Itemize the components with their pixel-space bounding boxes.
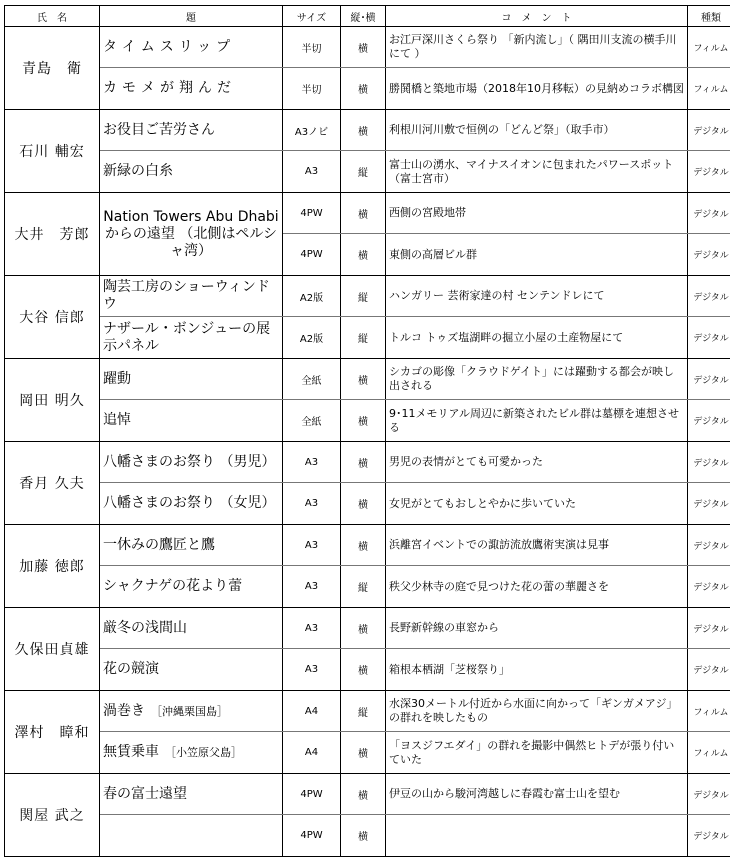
work-size: 4PW: [283, 815, 341, 857]
header-row: [5, 6, 730, 27]
table-row: [5, 317, 730, 359]
work-comment: トルコ トゥズ塩湖畔の掘立小屋の土産物屋にて: [386, 317, 688, 359]
work-orientation: 横: [341, 732, 386, 774]
work-size: 4PW: [283, 234, 341, 276]
work-comment: 男児の表情がとても可愛かった: [386, 442, 688, 483]
work-size: A3ノビ: [283, 110, 341, 151]
table-row: [5, 483, 730, 525]
author-name: 加藤 徳郎: [5, 525, 100, 608]
work-comment: 9･11メモリアル周辺に新築されたビル群は墓標を連想させる: [386, 400, 688, 442]
work-comment: 勝鬨橋と築地市場（2018年10月移転）の見納めコラボ構図: [386, 68, 688, 110]
work-comment: お江戸深川さくら祭り 「新内流し」（ 隅田川支流の横手川にて ）: [386, 27, 688, 68]
work-comment: 利根川河川敷で恒例の「どんど祭」（取手市）: [386, 110, 688, 151]
work-title: 渦巻き: [103, 702, 145, 719]
work-kind: デジタル: [688, 234, 730, 276]
work-orientation: 横: [341, 774, 386, 815]
work-kind: デジタル: [688, 151, 730, 193]
work-size: A4: [283, 691, 341, 732]
table-row: [5, 193, 730, 234]
table-row: [5, 400, 730, 442]
work-kind: デジタル: [688, 525, 730, 566]
work-orientation: 縦: [341, 566, 386, 608]
header-kind: 種類: [688, 6, 730, 27]
work-size: A2版: [283, 276, 341, 317]
work-comment: [386, 815, 688, 857]
work-title: 躍動: [100, 359, 283, 400]
work-kind: フィルム: [688, 68, 730, 110]
author-name: 久保田貞雄: [5, 608, 100, 691]
table-row: [5, 359, 730, 400]
work-kind: デジタル: [688, 483, 730, 525]
work-kind: デジタル: [688, 193, 730, 234]
table-row: [5, 68, 730, 110]
work-comment: 秩父少林寺の庭で見つけた花の蕾の華麗さを: [386, 566, 688, 608]
work-orientation: 横: [341, 649, 386, 691]
work-orientation: 横: [341, 525, 386, 566]
work-title: 八幡さまのお祭り （女児）: [100, 483, 283, 525]
work-size: A3: [283, 442, 341, 483]
work-comment: 浜離宮イベントでの諏訪流放鷹術実演は見事: [386, 525, 688, 566]
work-title-cell: [100, 691, 283, 732]
work-comment: 女児がとてもおしとやかに歩いていた: [386, 483, 688, 525]
author-name: 岡田 明久: [5, 359, 100, 442]
work-orientation: 縦: [341, 317, 386, 359]
work-orientation: 横: [341, 608, 386, 649]
work-title: 八幡さまのお祭り （男児）: [100, 442, 283, 483]
work-title: 陶芸工房のショーウィンドウ: [100, 276, 283, 317]
table-row: [5, 27, 730, 68]
work-orientation: 縦: [341, 691, 386, 732]
author-name: 石川 輔宏: [5, 110, 100, 193]
author-name: 香月 久夫: [5, 442, 100, 525]
work-kind: デジタル: [688, 649, 730, 691]
work-kind: フィルム: [688, 732, 730, 774]
work-comment: ハンガリー 芸術家達の村 センテンドレにて: [386, 276, 688, 317]
author-name: 大谷 信郎: [5, 276, 100, 359]
work-kind: フィルム: [688, 27, 730, 68]
work-kind: デジタル: [688, 815, 730, 857]
work-size: A3: [283, 649, 341, 691]
table-row: [5, 732, 730, 774]
work-orientation: 縦: [341, 276, 386, 317]
work-title: [100, 815, 283, 857]
work-orientation: 横: [341, 815, 386, 857]
table-row: [5, 442, 730, 483]
table-row: [5, 566, 730, 608]
work-title: シャクナゲの花より蕾: [100, 566, 283, 608]
table-row: [5, 774, 730, 815]
header-comment: コ メ ン ト: [386, 6, 688, 27]
work-kind: デジタル: [688, 774, 730, 815]
work-title: 一休みの鷹匠と鷹: [100, 525, 283, 566]
work-orientation: 横: [341, 68, 386, 110]
work-title: 追悼: [100, 400, 283, 442]
work-size: A3: [283, 525, 341, 566]
work-title: ナザール・ボンジューの展示パネル: [100, 317, 283, 359]
table-row: [5, 649, 730, 691]
author-name: 澤村 瞕和: [5, 691, 100, 774]
work-comment: 伊豆の山から駿河湾越しに春霞む富士山を望む: [386, 774, 688, 815]
photo-exhibition-table: [4, 5, 730, 857]
table-row: [5, 608, 730, 649]
work-title: 花の競演: [100, 649, 283, 691]
work-title: 春の富士遠望: [100, 774, 283, 815]
work-orientation: 横: [341, 110, 386, 151]
work-size: 全紙: [283, 359, 341, 400]
table-row: [5, 691, 730, 732]
work-comment: 水深30メートル付近から水面に向かって「ギンガメアジ」の群れを映したもの: [386, 691, 688, 732]
work-comment: 西側の宮殿地帯: [386, 193, 688, 234]
header-orientation: 縦･横: [341, 6, 386, 27]
table-row: [5, 276, 730, 317]
work-size: 半切: [283, 68, 341, 110]
work-title: 無賃乗車: [103, 744, 159, 760]
work-kind: デジタル: [688, 110, 730, 151]
work-orientation: 横: [341, 442, 386, 483]
header-title: 題: [100, 6, 283, 27]
work-comment: 東側の高層ビル群: [386, 234, 688, 276]
work-kind: デジタル: [688, 608, 730, 649]
work-size: A3: [283, 566, 341, 608]
work-location: ［小笠原父島］: [165, 746, 242, 759]
work-orientation: 横: [341, 483, 386, 525]
work-size: A3: [283, 483, 341, 525]
work-comment: 箱根本栖湖「芝桜祭り」: [386, 649, 688, 691]
work-title: お役目ご苦労さん: [100, 110, 283, 151]
work-kind: デジタル: [688, 566, 730, 608]
work-kind: デジタル: [688, 276, 730, 317]
work-comment: 「ヨスジフエダイ」の群れを撮影中偶然ヒトデが張り付いていた: [386, 732, 688, 774]
work-orientation: 横: [341, 359, 386, 400]
work-title: 新緑の白糸: [100, 151, 283, 193]
work-title: Nation Towers Abu Dhabi からの遠望 （北側はペルシャ湾）: [100, 193, 283, 276]
work-title: タイムスリップ: [100, 27, 283, 68]
work-title-cell: [100, 732, 283, 774]
work-comment: 富士山の湧水、マイナスイオンに包まれたパワースポット（富士宮市）: [386, 151, 688, 193]
work-comment: シカゴの彫像「クラウドゲイト」には躍動する都会が映し出される: [386, 359, 688, 400]
work-kind: デジタル: [688, 400, 730, 442]
author-name: 青島 衛: [5, 27, 100, 110]
header-size: サイズ: [283, 6, 341, 27]
work-orientation: 横: [341, 234, 386, 276]
work-size: 半切: [283, 27, 341, 68]
work-location: ［沖縄栗国島］: [151, 704, 228, 718]
work-orientation: 縦: [341, 151, 386, 193]
work-size: A3: [283, 151, 341, 193]
work-kind: フィルム: [688, 691, 730, 732]
work-orientation: 横: [341, 193, 386, 234]
author-name: 大井 芳郎: [5, 193, 100, 276]
work-kind: デジタル: [688, 317, 730, 359]
work-comment: 長野新幹線の車窓から: [386, 608, 688, 649]
table-row: [5, 815, 730, 857]
work-size: 全紙: [283, 400, 341, 442]
work-size: A4: [283, 732, 341, 774]
author-name: 関屋 武之: [5, 774, 100, 857]
header-name: 氏 名: [5, 6, 100, 27]
table-row: [5, 525, 730, 566]
work-size: 4PW: [283, 774, 341, 815]
table-row: [5, 110, 730, 151]
work-orientation: 横: [341, 400, 386, 442]
work-kind: デジタル: [688, 359, 730, 400]
work-size: A2版: [283, 317, 341, 359]
work-title: カモメが翔んだ: [100, 68, 283, 110]
work-size: 4PW: [283, 193, 341, 234]
work-size: A3: [283, 608, 341, 649]
work-title: 厳冬の浅間山: [100, 608, 283, 649]
table-row: [5, 151, 730, 193]
work-orientation: 横: [341, 27, 386, 68]
work-kind: デジタル: [688, 442, 730, 483]
